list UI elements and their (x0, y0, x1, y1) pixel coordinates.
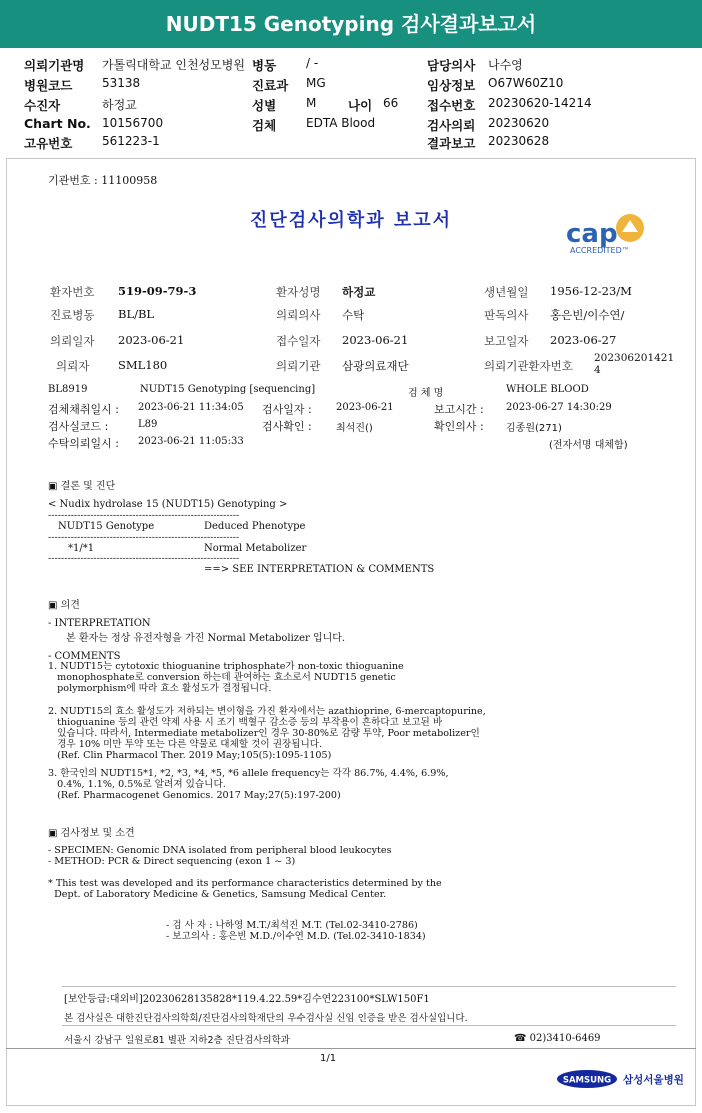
right-header-label: 임상정보 (427, 78, 476, 93)
left-header-label: 수진자 (24, 98, 61, 113)
left-header-label: Chart No. (24, 116, 91, 131)
comment-3: 3. 한국인의 NUDT15*1, *2, *3, *4, *5, *6 allele frequency는 각각 86.7%, 4.4%, 6.9%, 0.4%, 1.1%, 0.5%로 알려져 있습니다. (Ref. Pharmacogenet Genomics. 2017 May;27(5):197-200) (48, 768, 449, 801)
right-header-value: O67W60Z10 (488, 76, 564, 90)
phone-text: ☎ 02)3410-6469 (514, 1033, 601, 1044)
confirm-value: 최석진() (336, 423, 373, 434)
samsung-wordmark: SAMSUNG (562, 1075, 612, 1086)
genotype-value: *1/*1 (68, 543, 95, 554)
right-header-label: 검사의뢰 (427, 118, 476, 133)
method-text: - SPECIMEN: Genomic DNA isolated from peripheral blood leukocytes - METHOD: PCR & Direct sequencing (exon 1 ~ 3) (48, 845, 392, 867)
specimen-label: 검 체 명 (408, 388, 444, 399)
patient-field-value: 202306201421 (594, 352, 675, 364)
mid-header-value: M (306, 96, 317, 110)
patient-field-value-continued: 4 (594, 364, 601, 376)
patient-field-label: 생년월일 (484, 285, 529, 299)
test-date-label: 검사일자 : (262, 403, 312, 416)
mid-header-value: MG (306, 76, 326, 90)
left-header-label: 의뢰기관명 (24, 58, 85, 73)
report-title: NUDT15 Genotyping 검사결과보고서 (0, 0, 702, 48)
patient-field-value: SML180 (118, 358, 168, 372)
result-dash-2: ----------------------------------------------------------- (48, 532, 240, 543)
right-header-label: 접수번호 (427, 98, 476, 113)
right-header-label: 담당의사 (427, 58, 476, 73)
mid-header-value: EDTA Blood (306, 116, 376, 130)
doctor-label: 확인의사 : (434, 420, 484, 433)
cap-accredited-logo (564, 212, 664, 256)
staff-info: - 검 사 자 : 나하영 M.T./최석진 M.T. (Tel.02-3410-2786) - 보고의사 : 홍은빈 M.D./이수연 M.D. (Tel.02-3410-1834) (166, 920, 426, 942)
patient-field-label: 의뢰일자 (50, 334, 95, 348)
test-date-value: 2023-06-21 (336, 402, 394, 413)
method-section-title: ▣ 검사정보 및 소견 (48, 828, 135, 839)
interpretation-text: 본 환자는 정상 유전자형을 가진 Normal Metabolizer 입니다. (66, 633, 346, 644)
method-note: * This test was developed and its performance characteristics determined by the Dept. of Laboratory Medicine & Genetics, Samsung Medical Center. (48, 878, 442, 900)
footer-divider (62, 986, 676, 987)
page-number: 1/1 (320, 1053, 337, 1064)
patient-field-label: 의뢰자 (56, 359, 90, 373)
certification-text: 본 검사실은 대한진단검사의학회/진단검사의학재단의 우수검사실 신임 인증을 받은 검사실입니다. (64, 1013, 468, 1024)
cap-sub: ACCREDITED™ (570, 246, 630, 255)
specimen-value: WHOLE BLOOD (506, 384, 589, 395)
patient-field-label: 환자번호 (50, 285, 95, 299)
phenotype-value: Normal Metabolizer (204, 543, 307, 554)
patient-field-value: 1956-12-23/M (550, 284, 632, 298)
patient-field-value: 2023-06-27 (550, 333, 617, 347)
result-dash-1: ----------------------------------------------------------- (48, 510, 240, 521)
result-section-title: ▣ 결론 및 진단 (48, 481, 116, 492)
comments-title: - COMMENTS (48, 651, 121, 662)
col-genotype: NUDT15 Genotype (58, 521, 155, 532)
address-text: 서울시 강남구 일원로81 별관 지하2층 진단검사의학과 (64, 1035, 290, 1046)
report-time-value: 2023-06-27 14:30:29 (506, 402, 612, 413)
patient-field-value: 하정교 (342, 285, 376, 299)
mid-header-label: 진료과 (252, 78, 289, 93)
patient-field-value: 삼광의료재단 (342, 359, 409, 373)
mid-header-label: 성별 (252, 98, 277, 113)
right-header-value: 20230628 (488, 134, 550, 148)
samsung-hospital-logo (557, 1068, 683, 1090)
left-header-value: 10156700 (102, 116, 164, 130)
age-label: 나이 (348, 98, 373, 113)
test-code: BL8919 (48, 384, 88, 395)
patient-field-label: 의뢰기관 (276, 359, 321, 373)
patient-field-label: 환자성명 (276, 285, 321, 299)
report-time-label: 보고시간 : (434, 403, 484, 416)
left-header-label: 고유번호 (24, 136, 73, 151)
col-phenotype: Deduced Phenotype (204, 521, 306, 532)
footer-divider-2 (62, 1025, 676, 1026)
doctor-value: 김종원(271) (506, 423, 562, 434)
test-name: NUDT15 Genotyping [sequencing] (140, 384, 316, 395)
footer-divider-3 (6, 1048, 696, 1049)
esign-note: (전자서명 대체함) (549, 440, 628, 451)
result-heading: < Nudix hydrolase 15 (NUDT15) Genotyping > (48, 499, 288, 510)
patient-field-value: 519-09-79-3 (118, 284, 197, 298)
right-header-value: 나수영 (488, 58, 523, 72)
interpretation-title: - INTERPRETATION (48, 618, 151, 629)
mid-header-label: 검체 (252, 118, 277, 133)
patient-field-value: 2023-06-21 (342, 333, 409, 347)
patient-field-value: 수탁 (342, 308, 365, 322)
patient-field-label: 접수일자 (276, 334, 321, 348)
age-value: 66 (383, 96, 399, 110)
patient-field-label: 진료병동 (50, 308, 95, 322)
mid-header-value: / - (306, 56, 319, 70)
patient-field-value: 홍은빈/이수연/ (550, 308, 625, 322)
patient-field-label: 판독의사 (484, 308, 529, 322)
collect-label: 검체채취일시 : (48, 403, 119, 416)
patient-field-value: 2023-06-21 (118, 333, 185, 347)
see-interpretation: ==> SEE INTERPRETATION & COMMENTS (204, 564, 435, 575)
cap-text: cap (566, 219, 618, 249)
document-title: 진단검사의학과 보고서 (249, 210, 453, 231)
left-header-value: 가톨릭대학교 인천성모병원 (102, 58, 245, 72)
right-header-label: 결과보고 (427, 136, 476, 151)
left-header-value: 53138 (102, 76, 141, 90)
patient-field-label: 의뢰기관환자번호 (484, 359, 573, 373)
right-header-value: 20230620-14214 (488, 96, 592, 110)
collect-value: 2023-06-21 11:34:05 (138, 402, 244, 413)
consign-label: 수탁의뢰일시 : (48, 437, 119, 450)
comment-1: 1. NUDT15는 cytotoxic thioguanine triphosphate가 non-toxic thioguanine monophosphate로 conversion 하는데 관여하는 효소로서 NUDT15 genetic polymorphism에 따라 효소 활성도가 결정됩니다. (48, 661, 404, 694)
room-value: L89 (138, 419, 158, 430)
left-header-value: 하정교 (102, 98, 137, 112)
patient-field-label: 보고일자 (484, 334, 529, 348)
result-dash-3: ----------------------------------------------------------- (48, 553, 240, 564)
patient-field-value: BL/BL (118, 307, 155, 321)
right-header-value: 20230620 (488, 116, 550, 130)
room-label: 검사실코드 : (48, 420, 109, 433)
mid-header-label: 병동 (252, 58, 277, 73)
confirm-label: 검사확인 : (262, 420, 312, 433)
institution-number: 기관번호 : 11100958 (48, 174, 158, 187)
security-line: [보안등급:대외비]20230628135828*119.4.22.59*김수연223100*SLW150F1 (64, 994, 430, 1005)
left-header-value: 561223-1 (102, 134, 160, 148)
comment-2: 2. NUDT15의 효소 활성도가 저하되는 변이형을 가진 환자에서는 azathioprine, 6-mercaptopurine, thioguanine 등의 관련 약제 사용 시 조기 백혈구 감소증 등의 부작용이 흔하다고 보고된 바 있습니다. 따라서, Intermediate metabolizer인 경우 30-80%로 감량 투약, Poor metabolizer인 경우 10% 미만 투약 또는 다른 약물로 대체할 것이 권장됩니다. (Ref. Clin Pharmacol Ther. 2019 May;105(5):1095-1105) (48, 706, 486, 761)
patient-field-label: 의뢰의사 (276, 308, 321, 322)
opinion-section-title: ▣ 의견 (48, 600, 80, 611)
hospital-name: 삼성서울병원 (623, 1074, 683, 1086)
left-header-label: 병원코드 (24, 78, 73, 93)
consign-value: 2023-06-21 11:05:33 (138, 436, 244, 447)
